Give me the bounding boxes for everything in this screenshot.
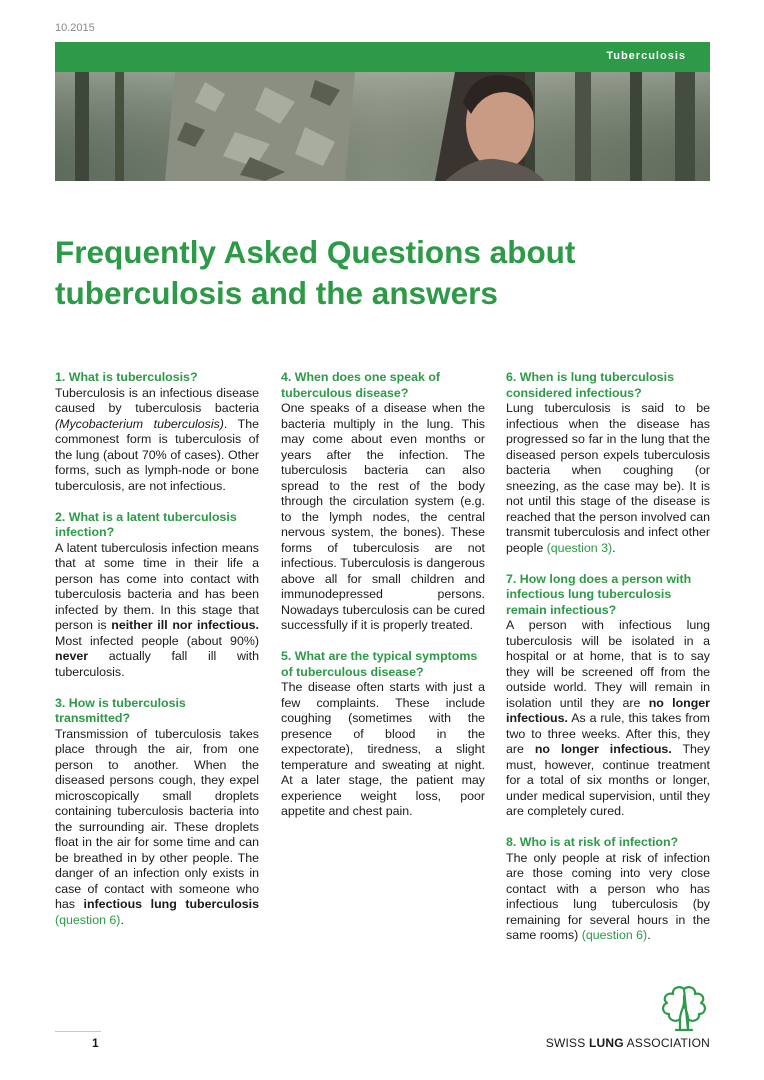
section-label: Tuberculosis: [606, 50, 686, 62]
page-number: 1: [92, 1036, 99, 1050]
faq-question-8: 8. Who is at risk of infection?: [506, 835, 679, 849]
faq-item-8: [506, 835, 710, 944]
faq-answer-2: A latent tuberculosis infection means that at some time in their life a person has come into contact with tuberculosis bacteria and has been infected by them. In this stage that person is neither ill nor infectious. Most infected people (about 90%) never actually fall ill with tuberculosis.: [55, 540, 259, 679]
faq-item-2: [55, 510, 259, 681]
faq-answer-8: The only people at risk of infection are those coming into very close contact with a person who has infectious lung tuberculosis (by remaining for several hours in the same rooms) (question 6).: [506, 850, 710, 942]
faq-answer-1: Tuberculosis is an infectious disease caused by tuberculosis bacteria (Mycobacterium tuberculosis). The commonest form is tuberculosis of the lung (about 70% of cases). Other forms, such as lymph-node or bone tuberculosis, are not infectious.: [55, 385, 259, 493]
faq-item-3: [55, 696, 259, 929]
faq-item-7: [506, 572, 710, 820]
faq-answer-4: One speaks of a disease when the bacteria multiply in the lung. This may come about even months or years after the infection. The tuberculosis bacteria can also spread to the rest of the body through the circulation system (e.g. to the lymph nodes, the central nervous system, the bones). These forms of tuberculosis are not infectious. Tuberculosis is dangerous above all for small children and immunodepressed persons. Nowadays tuberculosis can be cured successfully if it is properly treated.: [281, 401, 485, 632]
title-line-2: tuberculosis and the answers: [55, 275, 498, 311]
faq-question-4: 4. When does one speak of tuberculous disease?: [281, 370, 441, 400]
faq-item-5: [281, 649, 485, 820]
faq-answer-5: The disease often starts with just a few complaints. These include coughing (sometimes with the presence of blood in the expectorate), tiredness, a slight temperature and sweating at night. At a later stage, the patient may experience weight loss, poor appetite and chest pain.: [281, 680, 485, 818]
column-2: [281, 370, 485, 835]
faq-question-5: 5. What are the typical symptoms of tuberculous disease?: [281, 649, 478, 679]
faq-answer-3: Transmission of tuberculosis takes place through the air, from one person to another. When the diseased persons cough, they expel microscopically small droplets containing tuberculosis bacteria into the surrounding air. These droplets float in the air for some time and can be breathed in by other people. The danger of an infection only exists in case of contact with someone who has infectious lung tuberculosis (question 6).: [55, 726, 259, 927]
faq-question-6: 6. When is lung tuberculosis considered infectious?: [506, 370, 674, 400]
header-photo: [55, 72, 710, 181]
question-reference-link: (question 6): [581, 928, 648, 942]
faq-item-6: [506, 370, 710, 556]
faq-item-4: [281, 370, 485, 634]
faq-question-1: 1. What is tuberculosis?: [55, 370, 198, 384]
association-logo-text: SWISS LUNG ASSOCIATION: [545, 1036, 710, 1050]
page-title: [55, 232, 695, 314]
faq-answer-7: A person with infectious lung tuberculosis will be isolated in a hospital or at home, that is to say they will be screened off from the outside world. They will remain in isolation until they are no longer infectious. As a rule, this takes from two to three weeks. After this, they are no longer infectious. They must, however, continue treatment for a total of six months or longer, under medical supervision, until they are completely cured.: [506, 618, 710, 818]
faq-question-7: 7. How long does a person with infectious lung tuberculosis remain infectious?: [506, 571, 692, 617]
issue-date: 10.2015: [55, 22, 95, 34]
faq-question-3: 3. How is tuberculosis transmitted?: [55, 695, 186, 725]
faq-item-1: [55, 370, 259, 494]
column-3: [506, 370, 710, 959]
question-reference-link: (question 3): [546, 540, 613, 555]
title-line-1: Frequently Asked Questions about: [55, 234, 576, 270]
tree-logo-icon: [658, 984, 710, 1034]
header-bar: [55, 42, 710, 72]
faq-answer-6: Lung tuberculosis is said to be infectious when the disease has progressed so far in the lung that the diseased person expels tuberculosis bacteria when coughing (or sneezing, as the case may be). It is not until this stage of the disease is reached that the person involved can transmit tuberculosis and infect other people (question 3).: [506, 401, 710, 555]
faq-question-2: 2. What is a latent tuberculosis infection?: [55, 509, 237, 539]
question-reference-link: (question 6): [55, 912, 121, 927]
column-1: [55, 370, 259, 944]
footer-divider: [55, 1031, 101, 1032]
